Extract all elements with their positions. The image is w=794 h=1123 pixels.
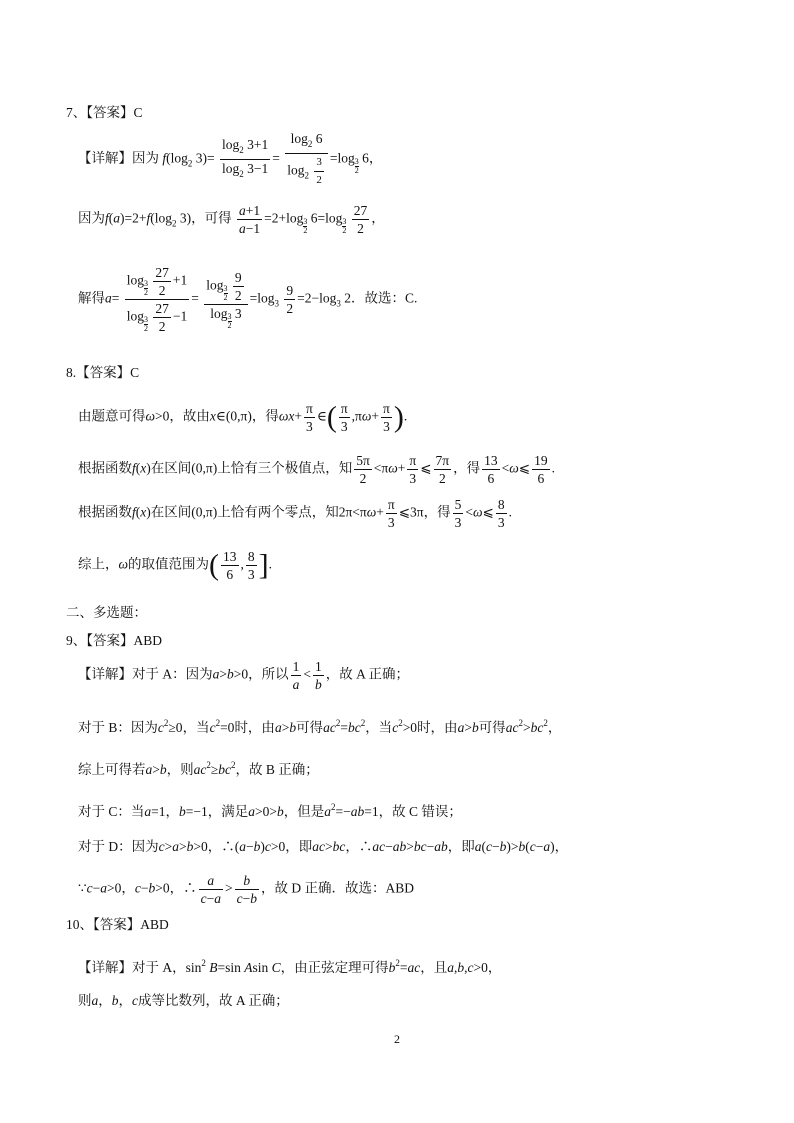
q7-line2: 因为$f(a)=2+f(\log_2$ 3)，可得 $\frac{a+1}{a-1}$ =2+log $\frac{3}{2}$ 6=log $\frac{3}{2}$ $\frac{27}{2}$ ，	[78, 203, 385, 236]
q8-line1: 由题意可得ω>0，故由x∈(0,π)，得ωx+ $\frac{\pi}{3}$ ∈( $\frac{\pi}{3}$ ,πω+ $\frac{\pi}{3}$ ).	[78, 400, 408, 434]
q8-line2: 根据函数f(x)在区间(0,π)上恰有三个极值点，知 $\frac{5\pi}{2}$ <πω+ $\frac{\pi}{3}$ ⩽ $\frac{7\pi}{2}$ ，得 $\frac{13}{6}$ <ω⩽ $\frac{19}{6}$ .	[78, 453, 555, 486]
q9-line-b2: 综上可得若a>b，则$ac^2\ge bc^2$，故 B 正确；	[78, 760, 319, 777]
q10-header: 10、【答案】ABD	[66, 917, 169, 932]
q8-header: 8.【答案】C	[66, 365, 140, 380]
q7-line3: 解得a= log $\frac{3}{2}$ $\frac{27}{2}$ +1 log $\frac{3}{2}$ $\frac{27}{2}$ −1 = log $\frac{3}{2}$ $\frac{9}{2}$ log $\frac{3}{2}$ 3 $=\log_3$ $\frac{9}{2}$ $=2-\log_3$ 2．故选：C.	[78, 265, 418, 334]
q8-line3: 根据函数f(x)在区间(0,π)上恰有两个零点，知2π<πω+ $\frac{\pi}{3}$ ⩽3π，得 $\frac{5}{3}$ <ω⩽ $\frac{8}{3}$ .	[78, 497, 512, 530]
q7-line1: 【详解】因为 $f(\log_2$ 3)= $\frac{\log_2 3+1}{\log_2 3-1}$ = $\log_2 6$ $\log_2$ $\frac{3}{2}$ =log $\frac{3}{2}$ 6，	[78, 131, 383, 186]
q9-line-c: 对于 C：当a=1，b=−1，满足a>0>b，但是$a^2=-ab=1$，故 C 错误；	[78, 802, 462, 819]
q7-header: 7、【答案】C	[66, 105, 143, 120]
page-number: 2	[394, 1032, 400, 1046]
q10-line-b: 则a，b，c成等比数列，故 A 正确；	[78, 993, 289, 1008]
q8-line4: 综上，ω的取值范围为( $\frac{13}{6}$ , $\frac{8}{3}$ ].	[78, 548, 273, 582]
q9-line-b1: 对于 B：因为$c^2\ge 0$，当$c^2=0$时，由a>b可得$ac^2=bc^2$，当$c^2>0$时，由a>b可得$ac^2>bc^2$，	[78, 718, 562, 735]
q9-header: 9、【答案】ABD	[66, 633, 163, 648]
q10-line-a: 【详解】对于 A，$\sin^2 B=\sin$ Asin C，由正弦定理可得$b^2=ac$，且a,b,c>0，	[78, 958, 502, 975]
q9-line-d1: 对于 D：因为c>a>b>0，∴(a−b)c>0，即ac>bc，∴ac−ab>bc−ab，即a(c−b)>b(c−a)，	[78, 839, 569, 854]
section-heading: 二、多选题：	[66, 605, 147, 620]
q9-line-a: 【详解】对于 A：因为a>b>0，所以 $\frac{1}{a}$ < $\frac{1}{b}$ ，故 A 正确；	[78, 659, 410, 692]
q9-line-d2: ∵c−a>0，c−b>0，∴ $\frac{a}{c-a}$ > $\frac{b}{c-b}$ ，故 D 正确．故选：ABD	[78, 873, 414, 906]
